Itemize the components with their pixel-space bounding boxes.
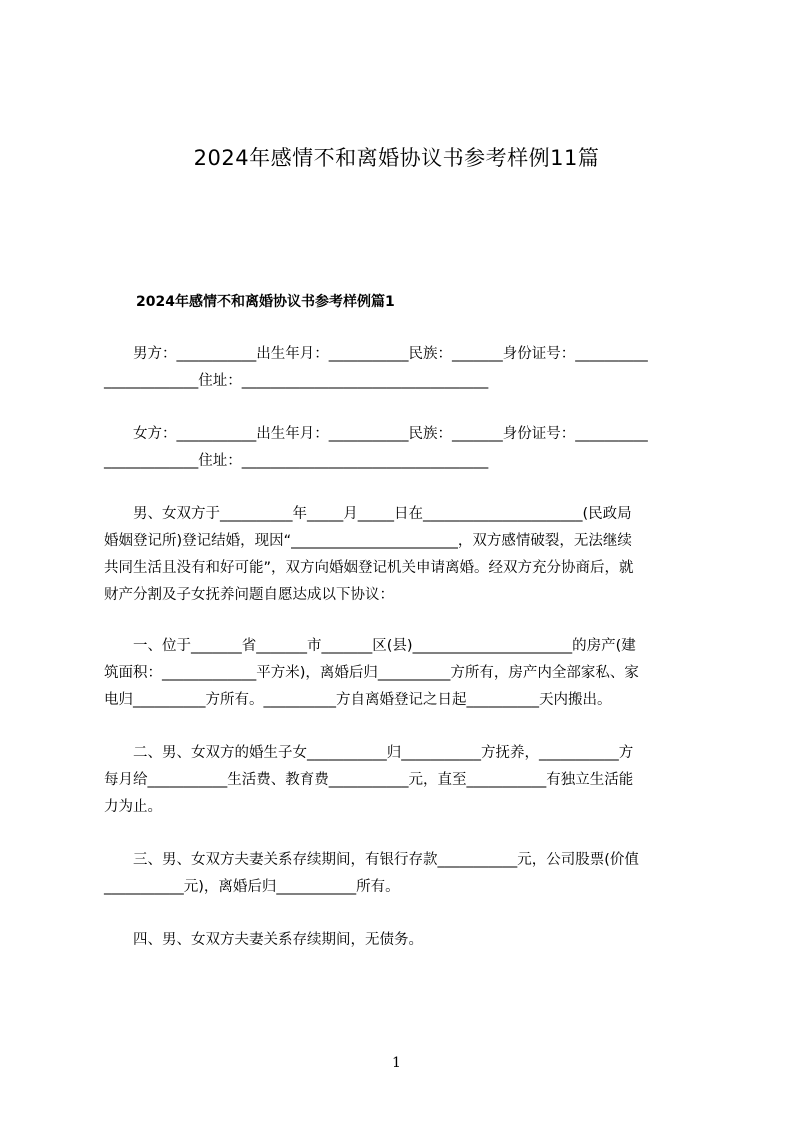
paragraph-clause-1 — [104, 633, 704, 714]
text-line: 男、女双方于__________年_____月_____日在______________________(民政局 — [104, 506, 632, 522]
text-line: 电归__________方所有。__________方自离婚登记之日起__________天内搬出。 — [104, 692, 612, 708]
paragraph-clause-3 — [104, 847, 704, 901]
text-line: ___________元)，离婚后归___________所有。 — [104, 879, 400, 895]
text-line: 婚姻登记所)登记结婚，现因“_______________________，双方感情破裂，无法继续 — [104, 533, 632, 549]
text-line: 一、位于_______省_______市_______区(县)______________________的房产(建 — [104, 638, 636, 654]
text-line: 女方：___________出生年月：___________民族：_______身份证号：__________ — [104, 426, 648, 442]
text-line: _____________住址：__________________________________ — [104, 373, 489, 389]
document-title: 2024年感情不和离婚协议书参考样例11篇 — [193, 146, 600, 170]
paragraph-clause-2 — [104, 740, 704, 821]
text-line: 筑面积：_____________平方米)，离婚后归__________方所有，房产内全部家私、家 — [104, 665, 639, 681]
text-line: 每月给___________生活费、教育费___________元，直至___________有独立生活能 — [104, 772, 634, 788]
paragraph-male-party — [104, 341, 704, 395]
paragraph-female-party — [104, 421, 704, 475]
section-title: 2024年感情不和离婚协议书参考样例篇1 — [136, 294, 395, 310]
page-number: 1 — [392, 1055, 401, 1071]
paragraph-clause-4 — [104, 927, 704, 954]
text-line: 共同生活且没有和好可能”，双方向婚姻登记机关申请离婚。经双方充分协商后，就 — [104, 560, 634, 576]
text-line: 四、男、女双方夫妻关系存续期间，无债务。 — [104, 932, 423, 948]
text-line: 二、男、女双方的婚生子女___________归___________方抚养，___________方 — [104, 745, 634, 761]
text-line: 财产分割及子女抚养问题自愿达成以下协议： — [104, 587, 394, 603]
text-line: 三、男、女双方夫妻关系存续期间，有银行存款___________元，公司股票(价值 — [104, 852, 639, 868]
text-line: 男方：___________出生年月：___________民族：_______身份证号：__________ — [104, 346, 648, 362]
paragraph-marriage-info — [104, 501, 704, 609]
text-line: _____________住址：__________________________________ — [104, 453, 489, 469]
text-line: 力为止。 — [104, 799, 162, 815]
